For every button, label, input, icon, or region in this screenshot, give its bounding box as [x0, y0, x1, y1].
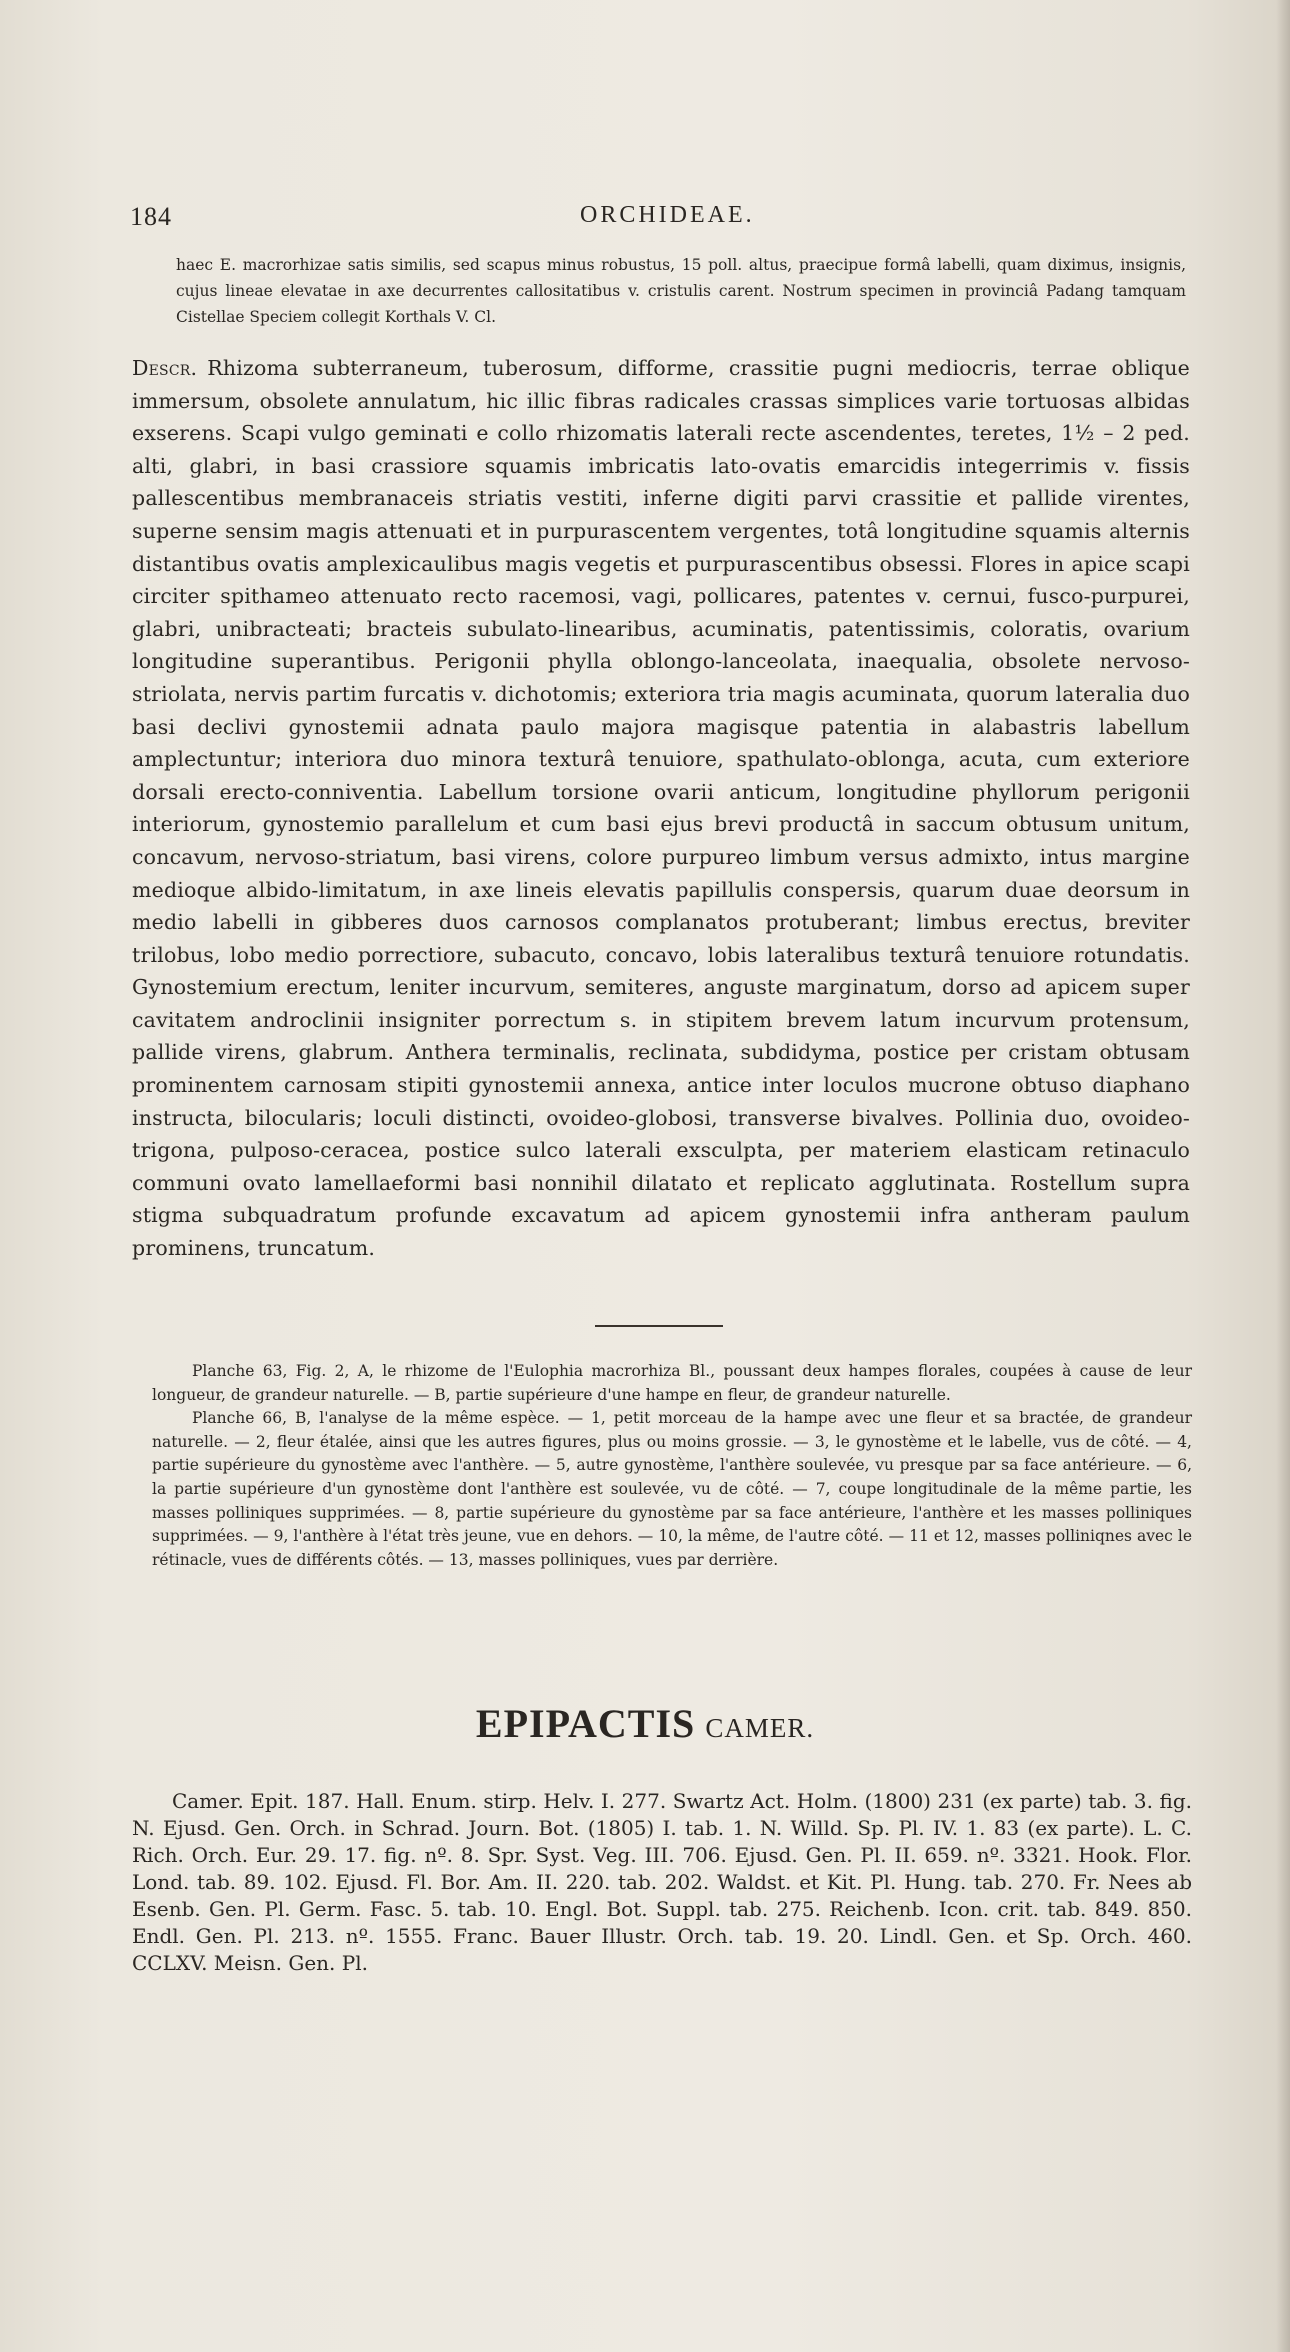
page-number: 184 [130, 202, 172, 231]
genus-author: CAMER. [705, 1713, 815, 1743]
description-lead: Descr. [132, 356, 198, 380]
section-divider [595, 1325, 723, 1327]
genus-heading [0, 1700, 1290, 1756]
description-text: Rhizoma subterraneum, tuberosum, difforme, crassitie pugni mediocris, terrae oblique immersum, obsolete annulatum, hic illic fibras radicales crassas simplices varie tortuosas albidas exserens. Scapi vulgo geminati e collo rhizomatis laterali recte ascendentes, teretes, 1½ – 2 ped. alti, glabri, in basi crassiore squamis imbricatis lato-ovatis emarcidis integerrimis v. fissis pallescentibus membranaceis striatis vestiti, inferne digiti parvi crassitie et pallide virentes, superne sensim magis attenuati et in purpurascentem vergentes, totâ longitudine squamis alternis distantibus ovatis amplexicaulibus magis vegetis et purpurascentibus obsessi. Flores in apice scapi circiter spithameo attenuato recto racemosi, vagi, pollicares, patentes v. cernui, fusco-purpurei, glabri, unibracteati; bracteis subulato-linearibus, acuminatis, patentissimis, coloratis, ovarium longitudine superantibus. Perigonii phylla oblongo-lanceolata, inaequalia, obsolete nervoso-striolata, nervis partim furcatis v. dichotomis; exteriora tria magis acuminata, quorum lateralia duo basi declivi gynostemii adnata paulo majora magisque patentia in alabastris labellum amplectuntur; interiora duo minora texturâ tenuiore, spathulato-oblonga, acuta, cum exteriore dorsali erecto-conniventia. Labellum torsione ovarii anticum, longitudine phyllorum perigonii interiorum, gynostemio parallelum et cum basi ejus brevi productâ in saccum obtusum unitum, concavum, nervoso-striatum, basi virens, colore purpureo limbum versus admixto, intus margine medioque albido-limitatum, in axe lineis elevatis papillulis conspersis, quarum duae deorsum in medio labelli in gibberes duos carnosos complanatos protuberant; limbus erectus, breviter trilobus, lobo medio porrectiore, subacuto, concavo, lobis lateralibus texturâ tenuiore rotundatis. Gynostemium erectum, leniter incurvum, semiteres, anguste marginatum, dorso ad apicem super cavitatem androclinii insigniter porrectum s. in stipitem brevem latum incurvum protensum, pallide virens, glabrum. Anthera terminalis, reclinata, subdidyma, postice per cristam obtusam prominentem carnosam stipiti gynostemii annexa, antice inter loculos mucrone obtuso diaphano instructa, bilocularis; loculi distincti, ovoideo-globosi, transverse bivalves. Pollinia duo, ovoideo-trigona, pulposo-ceracea, postice sulco laterali exsculpta, per materiem elasticam retinaculo communi ovato lamellaeformi basi nonnihil dilatato et replicato agglutinata. Rostellum supra stigma subquadratum profunde excavatum ad apicem gynostemii infra antheram paulum prominens, truncatum. [132, 356, 1190, 1261]
intro-paragraph: haec E. macrorhizae satis similis, sed scapus minus robustus, 15 poll. altus, praecipue formâ labelli, quam diximus, insignis, cujus lineae elevatae in axe decurrentes callositatibus v. cristulis carent. Nostrum specimen in provinciâ Padang tamquam Cistellae Speciem collegit Korthals V. Cl. [176, 256, 1186, 326]
genus-name: EPIPACTIS [475, 1701, 696, 1746]
running-head: ORCHIDEAE. [580, 202, 755, 228]
plate-66-caption: Planche 66, B, l'analyse de la même espèce. — 1, petit morceau de la hampe avec une fleur et sa bractée, de grandeur naturelle. — 2, fleur étalée, ainsi que les autres figures, plus ou moins grossie. — 3, le gynostème et le labelle, vus de côté. — 4, partie supérieure du gynostème avec l'anthère. — 5, autre gynostème, l'anthère soulevée, vu presque par sa face antérieure. — 6, la partie supérieure d'un gynostème dont l'anthère est soulevée, vu de côté. — 7, coupe longitudinale de la même partie, les masses polliniques supprimées. — 8, partie supérieure du gynostème par sa face antérieure, l'anthère et les masses polliniques supprimées. — 9, l'anthère à l'état très jeune, vue en dehors. — 10, la même, de l'autre côté. — 11 et 12, masses polliniqnes avec le rétinacle, vues de différents côtés. — 13, masses polliniques, vues par derrière. [152, 1409, 1192, 1569]
page-header [130, 196, 1190, 236]
description-paragraph [132, 352, 1190, 1265]
plate-63-caption: Planche 63, Fig. 2, A, le rhizome de l'Eulophia macrorhiza Bl., poussant deux hampes florales, coupées à cause de leur longueur, de grandeur naturelle. — B, partie supérieure d'une hampe en fleur, de grandeur naturelle. [152, 1362, 1192, 1404]
plate-captions [152, 1360, 1192, 1572]
page-edge-shadow [1276, 0, 1290, 2352]
genus-references: Camer. Epit. 187. Hall. Enum. stirp. Helv. I. 277. Swartz Act. Holm. (1800) 231 (ex parte) tab. 3. fig. N. Ejusd. Gen. Orch. in Schrad. Journ. Bot. (1805) I. tab. 1. N. Willd. Sp. Pl. IV. 1. 83 (ex parte). L. C. Rich. Orch. Eur. 29. 17. fig. nº. 8. Spr. Syst. Veg. III. 706. Ejusd. Gen. Pl. II. 659. nº. 3321. Hook. Flor. Lond. tab. 89. 102. Ejusd. Fl. Bor. Am. II. 220. tab. 202. Waldst. et Kit. Pl. Hung. tab. 270. Fr. Nees ab Esenb. Gen. Pl. Germ. Fasc. 5. tab. 10. Engl. Bot. Suppl. tab. 275. Reichenb. Icon. crit. tab. 849. 850. Endl. Gen. Pl. 213. nº. 1555. Franc. Bauer Illustr. Orch. tab. 19. 20. Lindl. Gen. et Sp. Orch. 460. CCLXV. Meisn. Gen. Pl. [132, 1789, 1192, 1975]
